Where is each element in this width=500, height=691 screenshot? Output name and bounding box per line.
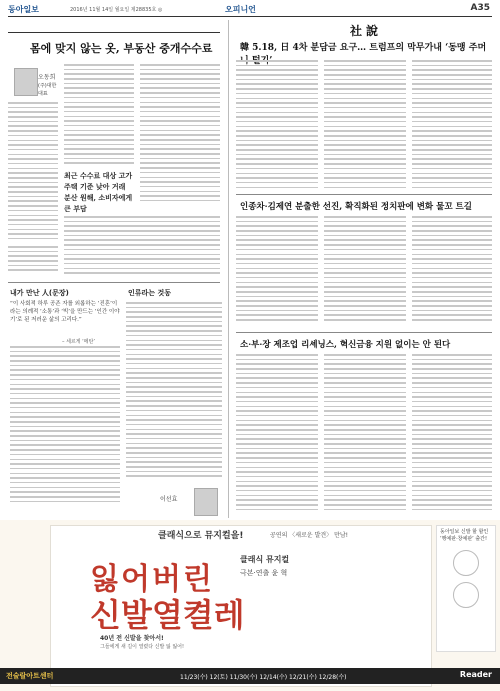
- column-divider: [228, 20, 229, 518]
- ad-brand-logo: Reader: [459, 670, 492, 679]
- ad-venue: 전술랄아트센터: [6, 672, 54, 680]
- quote-text: “이 사회적 하루 공존 자를 외롭하는 ‘진혼’이라는 의례적 ‘소통’과 ‘빅’을 만드는 ‘인간 이야기’로 된 저러운 삶의 고리다.”: [10, 301, 120, 323]
- advertisement[interactable]: [0, 520, 500, 691]
- ad-dates: 11/23(수) 12(토) 11/30(수) 12/14(수) 12/21(수) 12/28(수): [180, 674, 347, 681]
- side-book-panel[interactable]: [436, 525, 496, 652]
- editorial-headline[interactable]: 韓 5.18, 日 4차 분담금 요구… 트럼프의 막무가내 ‘동맹 주머: [240, 43, 487, 53]
- editorial-label: 社說: [350, 24, 383, 38]
- author-org: (주)대한 대표: [38, 83, 57, 97]
- article-text-block: [64, 216, 220, 276]
- article-text-block: [236, 354, 318, 514]
- ad-caption-1: 40년 전 신발을 찾아서!: [100, 635, 164, 642]
- ad-top-sub: 공연의 〈새로운 발견〉 만남!: [270, 532, 349, 539]
- article-text-block: [64, 64, 134, 164]
- article-text-block: [8, 102, 58, 242]
- small-column-header-2: 인류라는 것동: [128, 289, 172, 297]
- article-text-block: [236, 216, 318, 326]
- ad-title-line1: 잃어버린: [90, 562, 214, 597]
- editorial-headline[interactable]: 인종차·김제연 분출한 선진, 확직화된 정치판에 변화 물꼬 트길: [240, 202, 472, 212]
- article-text-block: [412, 354, 492, 514]
- article-text-block: [8, 246, 58, 274]
- ad-footer-bar: [0, 668, 500, 684]
- pull-quote: 최근 수수료 대상 고가주택 기준 낮아 거래 분산 원해, 소비자에게 큰 부담: [64, 171, 133, 213]
- section-rule: [8, 282, 220, 283]
- article-text-block: [412, 216, 492, 326]
- issue-date: 2016년 11월 14일 월요일 제28835호 ◎: [70, 7, 163, 13]
- author-name: 오동희: [38, 74, 56, 81]
- editorial-headline[interactable]: 소·부·장 제조업 리셰닝스, 혁신금융 지원 없이는 안 된다: [240, 340, 451, 350]
- ad-caption-2: 그들에게 새 길이 열렸다 신발 잃 잃어!: [100, 644, 184, 650]
- article-text-block: [412, 60, 492, 190]
- article-text-block: [236, 60, 318, 190]
- page-number: A35: [470, 3, 490, 13]
- article-text-block: [10, 346, 120, 506]
- ad-top-label: 클래식으로 뮤지컬을!: [158, 531, 244, 541]
- author-avatar: [14, 68, 38, 96]
- article-text-block: [324, 60, 406, 190]
- side-book-title: 동아일보 신발 할 할인 ‘행예판·창예판’ 출간!: [440, 529, 489, 542]
- article-text-block: [324, 354, 406, 514]
- article-text-block: [140, 64, 220, 204]
- article-text-block: [324, 216, 406, 326]
- ad-right-sub: 극본·연출 윤 혁: [240, 569, 288, 577]
- ad-title-line2: 신발열켤레: [90, 596, 245, 634]
- ad-right-tag: 클래식 뮤지컬: [240, 555, 290, 564]
- book-cover-icon: [453, 582, 479, 608]
- newspaper-name: 동아일보: [8, 5, 39, 14]
- book-cover-icon: [453, 550, 479, 576]
- small-column-header: 내가 만난 人(문장): [10, 289, 69, 297]
- article-text-block: [126, 302, 222, 482]
- section-rule: [236, 194, 492, 195]
- writer-name: 이선효: [160, 496, 178, 503]
- section-title: 오피니언: [225, 5, 256, 14]
- column-title[interactable]: 몸에 맞지 않는 옷, 부동산 중개수수료: [30, 42, 213, 55]
- masthead-rule: [8, 16, 492, 17]
- writer-avatar: [194, 488, 218, 516]
- section-rule: [236, 332, 492, 333]
- column-rule: [8, 32, 220, 33]
- quote-source: – 세르게 ‘메탄’: [62, 339, 96, 345]
